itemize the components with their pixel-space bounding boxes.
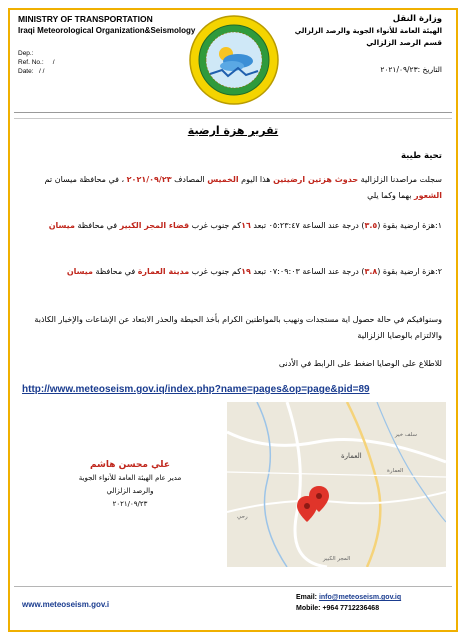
ministry-en: MINISTRY OF TRANSPORTATION: [18, 14, 153, 24]
q1-magnitude: ٣.٥: [364, 221, 378, 230]
signature-date: ٢٠٢١/٠٩/٢٣: [112, 500, 148, 508]
q1-place: قضاء المجر الكبير: [119, 221, 190, 230]
greeting: تحية طيبة: [400, 151, 442, 161]
ref-value: /: [52, 59, 55, 66]
q2-place: مدينة العمارة: [137, 267, 190, 276]
email-label: Email:: [296, 594, 319, 601]
q2-governorate: ميسان: [66, 267, 94, 276]
signatory-name: علي محسن هاشم: [89, 460, 171, 470]
signatory-role-2: والرصد الزلزالي: [106, 487, 154, 495]
intro-text-a: سجلت مراصدنا الزلزالية: [358, 175, 442, 184]
q1-text-c: كم جنوب غرب: [189, 221, 242, 230]
organization-seal-logo: [188, 14, 280, 106]
dept-ar: قسم الرصد الزلزالي: [366, 38, 442, 47]
q2-distance: ١٩: [241, 267, 251, 276]
footer-website-link[interactable]: www.meteoseism.gov.i: [22, 600, 110, 609]
quake-1: [22, 218, 442, 234]
doc-meta: [18, 49, 198, 76]
intro-event: حدوث هزتين ارضيتين: [273, 175, 359, 184]
ministry-ar: وزارة النقل: [392, 14, 442, 24]
signature-block: [60, 460, 200, 509]
map-label-left: رحي: [237, 514, 248, 520]
q2-magnitude: ٣.٨: [364, 267, 378, 276]
footer-contact: [296, 592, 401, 614]
intro-felt: الشعور: [413, 191, 442, 200]
intro-day: الخميس: [207, 175, 239, 184]
q1-text-a: ١:هزة ارضية بقوة (: [377, 221, 442, 230]
org-en: Iraqi Meteorological Organization&Seismology: [18, 26, 196, 35]
org-ar: الهيئة العامة للأنواء الجوية والرصد الزلزالي: [294, 27, 442, 35]
q2-text-b: ) درجة عند الساعة ٠٧:٠٩:٠٣ تبعد: [250, 267, 365, 276]
intro-date: ٢٠٢١/٠٩/٢٣: [126, 175, 172, 184]
q2-text-d: في محافظة: [93, 267, 138, 276]
header-arabic: [292, 14, 442, 74]
intro-text-c: المصادف: [171, 175, 208, 184]
q1-text-b: ) درجة عند الساعة ٠٥:٢٣:٤٧ تبعد: [250, 221, 365, 230]
map-label-city: العمارة: [341, 452, 362, 460]
date-value: / /: [38, 68, 45, 75]
q2-text-a: ٢:هزة ارضية بقوة (: [377, 267, 442, 276]
map-label-top: سلف خير: [395, 432, 417, 438]
footer-divider: [14, 586, 452, 587]
map-label-right: العمارة: [387, 468, 404, 474]
header-english: [18, 14, 198, 76]
intro-paragraph: [22, 172, 442, 204]
recommendations-link[interactable]: http://www.meteoseism.gov.iq/index.php?name=pages&op=page&pid=89: [22, 384, 370, 395]
header-divider-thin: [14, 118, 452, 119]
email-link[interactable]: info@meteoseism.gov.iq: [318, 594, 402, 601]
header-divider: [14, 112, 452, 113]
q1-governorate: ميسان: [48, 221, 75, 230]
mobile-number: Mobile: +964 7712236468: [296, 605, 380, 612]
ref-label: Ref. No.:: [18, 59, 44, 66]
date-label: Date:: [18, 68, 34, 75]
q1-distance: ١٦: [241, 221, 251, 230]
intro-text-d: ، في محافظة ميسان تم: [44, 175, 127, 184]
report-title: تقرير هزة ارضية: [187, 124, 279, 137]
advice-paragraph: وسنوافيكم في حالة حصول اية مستجدات ونهيب بالمواطنين الكرام بأخذ الحيطة والحذر الابتعاد عن الإشاعات والإخبار الكاذبة والالتزام بالوصايا الزلزالية: [34, 315, 442, 340]
signatory-role-1: مدير عام الهيئة العامة للأنواء الجوية: [78, 474, 182, 482]
map-label-bottom: المجر الكبير: [323, 556, 351, 562]
epicenter-map: [227, 402, 446, 567]
dep-label: Dep.:: [18, 50, 34, 57]
q2-text-c: كم جنوب غرب: [189, 267, 242, 276]
link-intro: للاطلاع على الوصايا اضغط على الرابط في الأدنى: [278, 359, 442, 368]
date-ar: التاريخ :٢٠٢١/٠٩/٢٣: [380, 65, 442, 74]
intro-text-b: هذا اليوم: [238, 175, 274, 184]
q1-text-d: في محافظة: [74, 221, 120, 230]
map-graphic: [227, 402, 446, 567]
intro-text-e: بهما وكما يلي: [367, 191, 414, 200]
quake-2: [22, 264, 442, 280]
